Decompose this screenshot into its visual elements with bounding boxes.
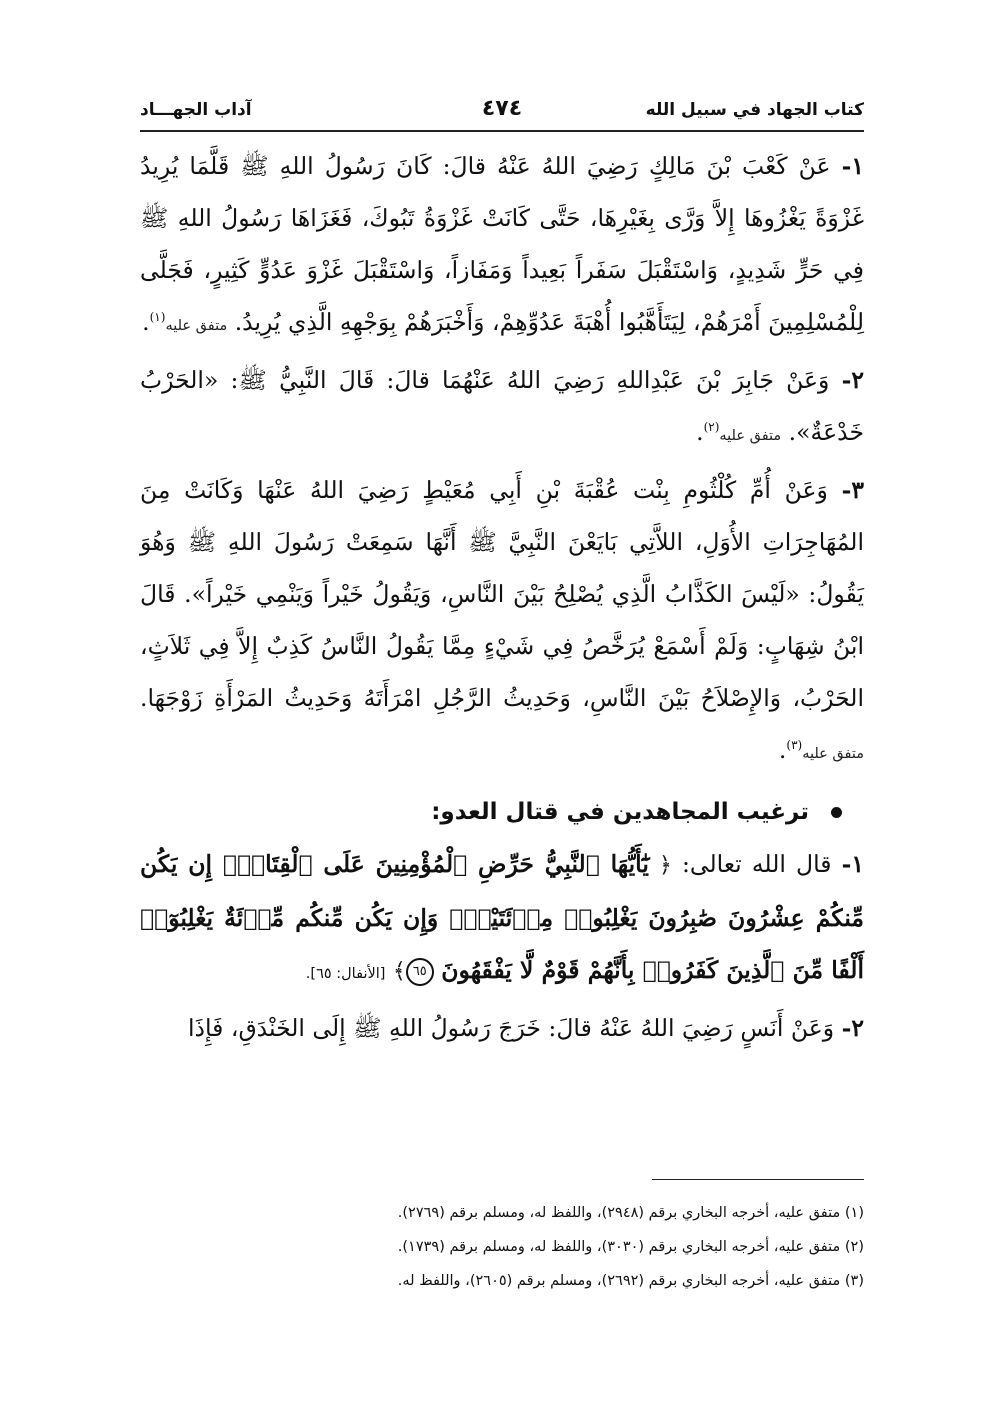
page-number: ٤٧٤ — [481, 96, 523, 121]
hadith-item-1: ١- عَنْ كَعْبَ بْنَ مَالِكٍ رَضِيَ اللهُ عَنْهُ قالَ: كَانَ رَسُولُ اللهِ ﷺ قَلَّمَا يُرِيدُ غَزْوَةً يَغْزُوهَا إِلاَّ وَرَّى بِغَيْرِهَا، حَتَّى كَانَتْ غَزْوَةُ تَبُوكَ، فَغَزَاهَا رَسُولُ اللهِ ﷺ فِي حَرٍّ شَدِيدٍ، وَاسْتَقْبَلَ سَفَراً بَعِيداً وَمَفَازاً، وَاسْتَقْبَلَ غَزْوَ عَدُوٍّ كَثِيرٍ، فَجَلَّى لِلْمُسْلِمِينَ أَمْرَهُمْ، لِيَتَأَهَّبُوا أُهْبَةَ عَدُوِّهِمْ، وَأَخْبَرَهُمْ بِوَجْهِهِ الَّذِي يُرِيدُ. متفق عليه$^{(١)}$. — [140, 152, 864, 336]
section-heading — [140, 786, 864, 838]
footnotes — [140, 1196, 864, 1298]
footnote-1: (١) متفق عليه، أخرجه البخاري برقم (٢٩٤٨)، واللفظ له، ومسلم برقم (٢٧٦٩). — [397, 1205, 864, 1221]
footnote-separator — [652, 1179, 864, 1180]
footnote-marker: (٢) — [703, 420, 720, 435]
page-body — [140, 140, 864, 1054]
item-number: ٢- — [841, 366, 864, 394]
ornate-bracket-close-icon: ﴾ — [392, 959, 406, 984]
bullet-icon — [831, 807, 842, 818]
book-title: كتاب الجهاد في سبيل الله — [645, 100, 864, 120]
footnote-2: (٢) متفق عليه، أخرجه البخاري برقم (٣٠٣٠)، واللفظ له، ومسلم برقم (١٧٣٩). — [397, 1239, 864, 1255]
hadith-item-4 — [140, 1002, 864, 1054]
hadith-item-3: ٣- وَعَنْ أُمِّ كُلْثُومِ بِنْت عُقْبَةَ بْنِ أَبِي مُعَيْطٍ رَضِيَ اللهُ عَنْهَا وَكَانَتْ مِنَ المُهَاجِرَاتِ الأُوَلِ، اللاَّتِي بَايَعْنَ النَّبِيَّ ﷺ أَنَّهَا سَمِعَتْ رَسُولَ اللهِ ﷺ وَهُوَ يَقُولُ: «لَيْسَ الكَذَّابُ الَّذِي يُصْلِحُ بَيْنَ النَّاسِ، وَيَقُولُ خَيْراً وَيَنْمِي خَيْراً». قَالَ ابْنُ شِهَابٍ: وَلَمْ أَسْمَعْ يُرَخَّصُ فِي شَيْءٍ مِمَّا يَقُولُ النَّاسُ كَذِبٌ إِلاَّ فِي ثَلاَثٍ، الحَرْبُ، وَالإِصْلاَحُ بَيْنَ النَّاسِ، وَحَدِيثُ الرَّجُلِ امْرَأَتَهُ وَحَدِيثُ المَرْأَةِ زَوْجَهَا. متفق عليه$^{(٣)}$. — [140, 476, 864, 764]
quran-intro: قال الله تعالى: — [682, 850, 832, 878]
footnote-marker: (٣) — [786, 738, 803, 753]
surah-reference: [الأنفال: ٦٥]. — [305, 966, 386, 982]
hadith-text: عَنْ كَعْبَ بْنَ مَالِكٍ رَضِيَ اللهُ عَنْهُ قالَ: كَانَ رَسُولُ اللهِ ﷺ قَلَّمَا يُرِيدُ غَزْوَةً يَغْزُوهَا إِلاَّ وَرَّى بِغَيْرِهَا، حَتَّى كَانَتْ غَزْوَةُ تَبُوكَ، فَغَزَاهَا رَسُولُ اللهِ ﷺ فِي حَرٍّ شَدِيدٍ، وَاسْتَقْبَلَ سَفَراً بَعِيداً وَمَفَازاً، وَاسْتَقْبَلَ غَزْوَ عَدُوٍّ كَثِيرٍ، فَجَلَّى لِلْمُسْلِمِينَ أَمْرَهُمْ، لِيَتَأَهَّبُوا أُهْبَةَ عَدُوِّهِمْ، وَأَخْبَرَهُمْ بِوَجْهِهِ الَّذِي يُرِيدُ. — [140, 152, 864, 336]
item-number: ١- — [841, 850, 864, 878]
item-number: ٢- — [841, 1014, 864, 1042]
hadith-text: وَعَنْ أُمِّ كُلْثُومِ بِنْت عُقْبَةَ بْنِ أَبِي مُعَيْطٍ رَضِيَ اللهُ عَنْهَا وَكَانَتْ مِنَ المُهَاجِرَاتِ الأُوَلِ، اللاَّتِي بَايَعْنَ النَّبِيَّ ﷺ أَنَّهَا سَمِعَتْ رَسُولَ اللهِ ﷺ وَهُوَ يَقُولُ: «لَيْسَ الكَذَّابُ الَّذِي يُصْلِحُ بَيْنَ النَّاسِ، وَيَقُولُ خَيْراً وَيَنْمِي خَيْراً». قَالَ ابْنُ شِهَابٍ: وَلَمْ أَسْمَعْ يُرَخَّصُ فِي شَيْءٍ مِمَّا يَقُولُ النَّاسُ كَذِبٌ إِلاَّ فِي ثَلاَثٍ، الحَرْبُ، وَالإِصْلاَحُ بَيْنَ النَّاسِ، وَحَدِيثُ الرَّجُلِ امْرَأَتَهُ وَحَدِيثُ المَرْأَةِ زَوْجَهَا. — [140, 476, 864, 712]
hadith-text: وَعَنْ أَنَسٍ رَضِيَ اللهُ عَنْهُ قالَ: خَرَجَ رَسُولُ اللهِ ﷺ إِلَى الخَنْدَقِ، فَإِذَا — [188, 1014, 835, 1042]
ayah-number-icon: ٦٥ — [406, 958, 434, 986]
item-number: ١- — [841, 152, 864, 180]
source-note: متفق عليه — [165, 318, 228, 334]
quran-verse: يَٰٓأَيُّهَا ٱلنَّبِيُّ حَرِّضِ ٱلْمُؤْمِنِينَ عَلَى ٱلْقِتَالِۚ إِن يَكُن مِّنكُمْ عِشْرُونَ صَٰبِرُونَ يَغْلِبُوا۟ مِا۟ئَتَيْنِۚ وَإِن يَكُن مِّنكُم مِّا۟ئَةٌ يَغْلِبُوٓا۟ أَلْفًا مِّنَ ٱلَّذِينَ كَفَرُوا۟ بِأَنَّهُمْ قَوْمٌ لَّا يَفْقَهُونَ — [140, 850, 864, 984]
page-header — [140, 96, 864, 132]
section-heading-text: ترغيب المجاهدين في قتال العدو: — [431, 799, 809, 825]
hadith-text: وَعَنْ جَابِرَ بْنَ عَبْدِاللهِ رَضِيَ اللهُ عَنْهُمَا قالَ: قَالَ النَّبِيُّ ﷺ: «الحَرْبُ خَدْعَةٌ». — [140, 366, 864, 446]
footnote-marker: (١) — [149, 310, 166, 325]
quran-item — [140, 838, 864, 1000]
item-number: ٣- — [841, 476, 864, 504]
book-page — [140, 96, 864, 1326]
hadith-item-2: ٢- وَعَنْ جَابِرَ بْنَ عَبْدِاللهِ رَضِيَ اللهُ عَنْهُمَا قالَ: قَالَ النَّبِيُّ ﷺ: «الحَرْبُ خَدْعَةٌ». متفق عليه$^{(٢)}$. — [140, 366, 864, 446]
chapter-title: آداب الجهـــاد — [140, 100, 252, 120]
source-note: متفق عليه — [802, 746, 864, 762]
footnote-3: (٣) متفق عليه، أخرجه البخاري برقم (٢٦٩٢)، ومسلم برقم (٢٦٠٥)، واللفظ له. — [397, 1273, 864, 1289]
ornate-bracket-open-icon: ﴿ — [659, 853, 672, 878]
source-note: متفق عليه — [719, 428, 782, 444]
